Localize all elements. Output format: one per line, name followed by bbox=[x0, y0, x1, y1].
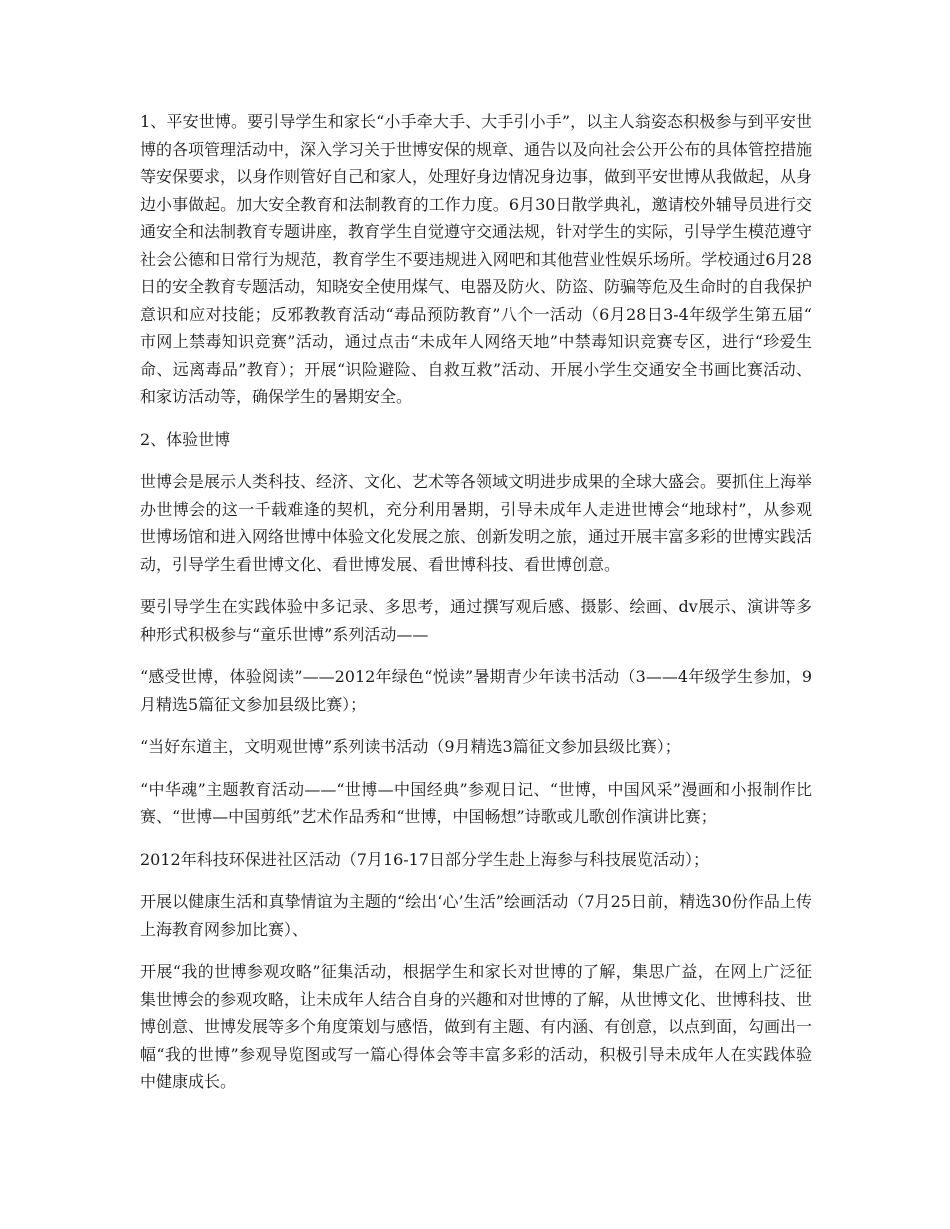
paragraph-china-soul: “中华魂”主题教育活动——“世博—中国经典”参观日记、“世博，中国风采”漫画和小报制作比赛、“世博—中国剪纸”艺术作品秀和“世博，中国畅想”诗歌或儿歌创作演讲比赛； bbox=[140, 779, 812, 826]
paragraph-visit-guide: 开展“我的世博参观攻略”征集活动，根据学生和家长对世博的了解，集思广益，在网上广泛征集世博会的参观攻略，让未成年人结合自身的兴趣和对世博的了解，从世博文化、世博科技、世博创意、世博发展等多个角度策划与感悟，做到有主题、有内涵、有创意，以点到面，勾画出一幅“我的世博”参观导览图或写一篇心得体会等丰富多彩的活动，积极引导未成年人在实践体验中健康成长。 bbox=[140, 962, 813, 1091]
heading-experience-expo: 2、体验世博 bbox=[140, 429, 231, 449]
paragraph-expo-intro: 世博会是展示人类科技、经济、文化、艺术等各领域文明进步成果的全球大盛会。要抓住上海举办世博会的这一千载难逢的契机，充分利用暑期，引导未成年人走进世博会“地球村”，从参观世博场馆和进入网络世博中体验文化发展之旅、创新发明之旅，通过开展丰富多彩的世博实践活动，引导学生看世博文化、看世博发展、看世博科技、看世博创意。 bbox=[140, 472, 813, 574]
paragraph-science-community: 2012年科技环保进社区活动（7月16-17日部分学生赴上海参与科技展览活动）； bbox=[140, 849, 710, 869]
paragraph-drawing-activity: 开展以健康生活和真挚情谊为主题的“绘出‘心’生活”绘画活动（7月25日前，精选30份作品上传上海教育网参加比赛）、 bbox=[140, 892, 812, 939]
paragraph-safe-expo: 1、平安世博。要引导学生和家长“小手牵大手、大手引小手”，以主人翁姿态积极参与到平安世博的各项管理活动中，深入学习关于世博安保的规章、通告以及向社会公开公布的具体管控措施等安保要求，以身作则管好自己和家人，处理好身边情况身边事，做到平安世博从我做起，从身边小事做起。加大安全教育和法制教育的工作力度。6月30日散学典礼，邀请校外辅导员进行交通安全和法制教育专题讲座，教育学生自觉遵守交通法规，针对学生的实际，引导学生模范遵守社会公德和日常行为规范，教育学生不要违规进入网吧和其他营业性娱乐场所。学校通过6月28日的安全教育专题活动，知晓安全使用煤气、电器及防火、防盗、防骗等危及生命时的自我保护意识和应对技能；反邪教教育活动“毒品预防教育”八个一活动（6月28日3-4年级学生第五届“市网上禁毒知识竞赛”活动，通过点击“未成年人网络天地”中禁毒知识竞赛专区，进行“珍爱生命、远离毒品”教育）；开展“识险避险、自救互救”活动、开展小学生交通安全书画比赛活动、和家访活动等，确保学生的暑期安全。 bbox=[140, 112, 813, 406]
paragraph-host-reading: “当好东道主，文明观世博”系列读书活动（9月精选3篇征文参加县级比赛）； bbox=[140, 737, 681, 756]
paragraph-practice-guide: 要引导学生在实践体验中多记录、多思考，通过撰写观后感、摄影、绘画、dv展示、演讲等多种形式积极参与“童乐世博”系列活动—— bbox=[140, 597, 812, 644]
paragraph-reading-activity: “感受世博，体验阅读”——2012年绿色“悦读”暑期青少年读书活动（3——4年级学生参加，9月精选5篇征文参加县级比赛）； bbox=[140, 667, 812, 714]
document-body bbox=[140, 108, 812, 1111]
